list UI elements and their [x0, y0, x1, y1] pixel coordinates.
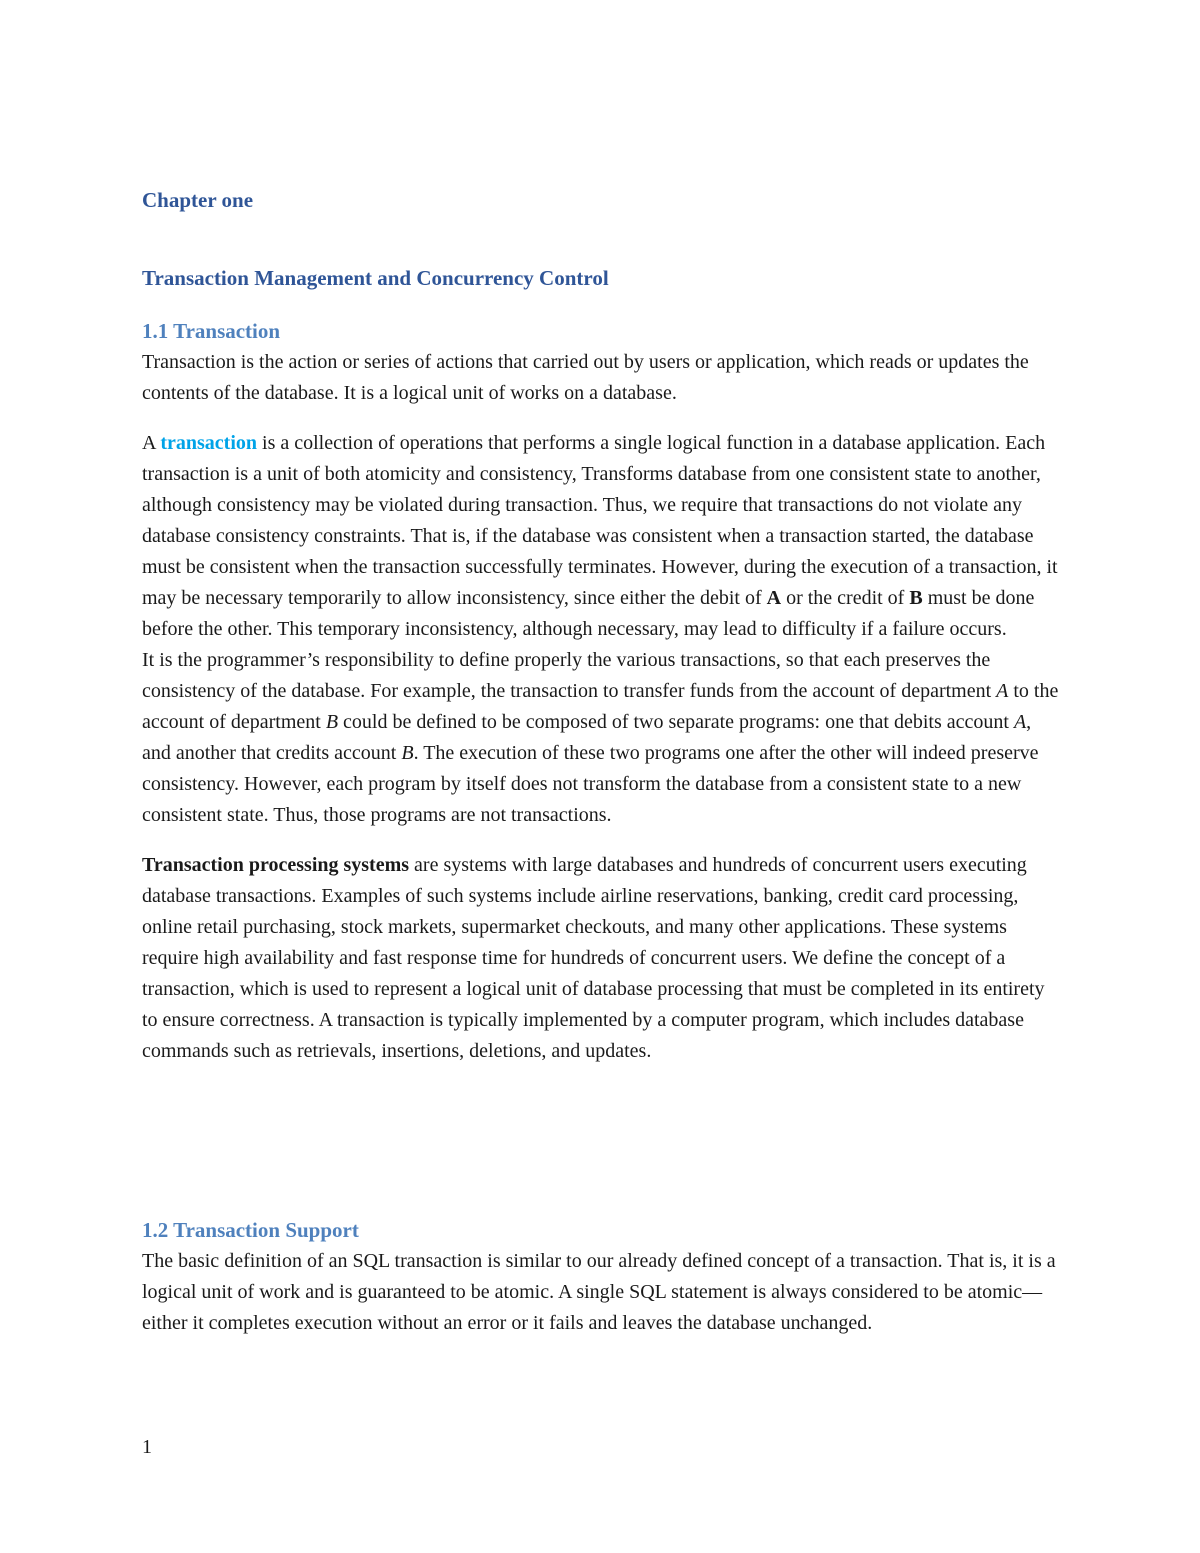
text-span: is a collection of operations that performs a single logical function in a database application. Each transaction is a unit of both atomicity and consistency, Transforms database from one consistent state to another, although consistency may be violated during transaction. Thus, we require that transactions do not violate any database consistency constraints. That is, if the database was consistent when a transaction started, the database must be consistent when the transaction successfully terminates. However, during the execution of a transaction, it may be necessary temporarily to allow inconsistency, since either the debit of	[142, 432, 1058, 609]
text-span: or the credit of	[781, 587, 910, 609]
page-number: 1	[142, 1436, 152, 1458]
section-heading-transaction: 1.1 Transaction	[142, 319, 281, 343]
section-transaction-support	[142, 1215, 1062, 1339]
variable-b: B	[401, 742, 414, 764]
text-span: are systems with large databases and hundreds of concurrent users executing database transactions. Examples of such systems include airline reservations, banking, credit card processing, online retail purchasing, stock markets, supermarket checkouts, and many other applications. These systems require high availability and fast response time for hundreds of concurrent users. We define the concept of a transaction, which is used to represent a logical unit of database processing that must be completed in its entirety to ensure correctness. A transaction is typically implemented by a computer program, which includes database commands such as retrievals, insertions, deletions, and updates.	[142, 854, 1045, 1062]
paragraph-sql-transaction: The basic definition of an SQL transaction is similar to our already defined concept of a transaction. That is, it is a logical unit of work and is guaranteed to be atomic. A single SQL statement is always considered to be atomic—either it completes execution without an error or it fails and leaves the database unchanged.	[142, 1250, 1056, 1334]
paragraph-transaction-processing-systems	[142, 850, 1062, 1067]
variable-b: B	[325, 711, 339, 733]
text-span: to the account of department	[142, 680, 1059, 733]
section-transaction	[142, 316, 1062, 1067]
section-heading-transaction-support: 1.2 Transaction Support	[142, 1218, 359, 1242]
text-span: , and another that credits account	[142, 711, 1032, 764]
paragraph-transaction-definition: Transaction is the action or series of actions that carried out by users or application, which reads or updates the contents of the database. It is a logical unit of works on a database.	[142, 351, 1029, 404]
text-span: must be done before the other. This temporary inconsistency, although necessary, may lead to difficulty if a failure occurs.	[142, 587, 1035, 640]
keyword-transaction: transaction	[160, 432, 258, 454]
variable-a: A	[1013, 711, 1027, 733]
document-title: Transaction Management and Concurrency Control	[142, 266, 609, 290]
text-span: . The execution of these two programs one after the other will indeed preserve consistency. However, each program by itself does not transform the database from a consistent state to a new consistent state. Thus, those programs are not transactions.	[142, 742, 1039, 826]
text-span: could be defined to be composed of two separate programs: one that debits account	[338, 711, 1014, 733]
term-transaction-processing-systems: Transaction processing systems	[142, 854, 410, 876]
chapter-heading: Chapter one	[142, 188, 254, 212]
variable-a: A	[766, 587, 782, 609]
paragraph-transaction-collection	[142, 428, 1062, 645]
text-span: It is the programmer’s responsibility to define properly the various transactions, so that each preserves the consistency of the database. For example, the transaction to transfer funds from the account of department	[142, 649, 997, 702]
text-span: A	[142, 432, 161, 454]
paragraph-programmer-responsibility	[142, 645, 1062, 831]
variable-a: A	[996, 680, 1009, 702]
variable-b: B	[909, 587, 923, 609]
